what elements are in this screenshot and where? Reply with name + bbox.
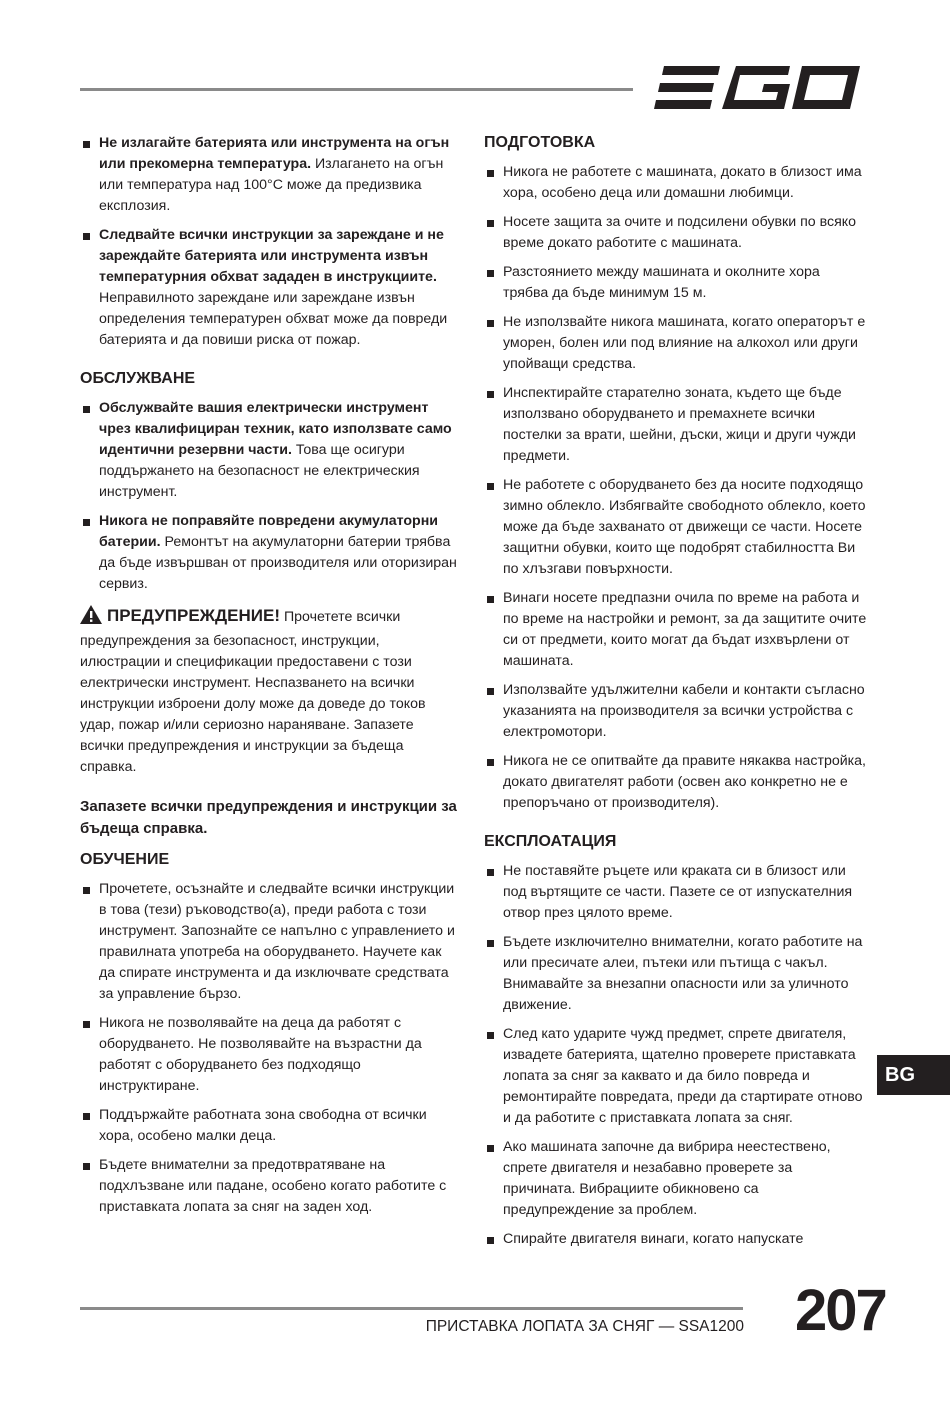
item-text: Неправилното зареждане или зареждане извън определения температурен обхват може да повреди батерията и да повиши риска от пожар.: [99, 290, 448, 348]
item-text: Излагането на огън или температура над 100°C може да предизвика експлозия.: [99, 156, 444, 214]
list-item: Спирайте двигателя винаги, когато напускате: [484, 1229, 868, 1250]
section-title-service: ОБСЛУЖВАНЕ: [80, 370, 196, 387]
list-item: [80, 225, 460, 351]
list-item: Разстоянието между машината и околните хора трябва да бъде минимум 15 м.: [484, 262, 868, 304]
list-item: Бъдете изключително внимателни, когато работите на или пресичате алеи, пътеки или пътища с чакъл. Внимавайте за внезапни опасности или за уличното движение.: [484, 932, 868, 1016]
item-bold: Следвайте всички инструкции за зареждане и не зареждайте батерията или инструмента извън температурния обхват зададен в инструкциите.: [99, 227, 444, 285]
list-item: Никога не се опитвайте да правите някаква настройка, докато двигателят работи (освен ако конкретно не е препоръчано от производителя).: [484, 751, 868, 814]
section-title-training: ОБУЧЕНИЕ: [80, 851, 170, 868]
list-item: Прочетете, осъзнайте и следвайте всички инструкции в това (тези) ръководство(а), преди работа с този инструмент. Запознайте се напълно с управлението и правилната употреба на оборудването. Научете как да спирате инструмента и да изключвате средствата за управление бързо.: [80, 879, 460, 1005]
item-bold: Не излагайте батерията или инструмента на огън или прекомерна температура.: [99, 135, 450, 172]
list-item: Инспектирайте старателно зоната, където ще бъде използвано оборудването и премахнете всички постелки за врати, шейни, дъски, жици и други чужди предмети.: [484, 383, 868, 467]
list-item: Не поставяйте ръцете или краката си в близост или под въртящите се части. Пазете се от изпускателния отвор през цялото време.: [484, 861, 868, 924]
warning-text: Прочетете всички предупреждения за безопасност, инструкции, илюстрации и спецификации предоставени с този електрически инструмент. Неспазването на всички инструкции изброени долу може да доведе до токов удар, пожар и/или сериозно нараняване. Запазете всички предупреждения и инструкции за бъдеща справка.: [80, 609, 426, 775]
page-number: 207: [795, 1278, 886, 1343]
list-item: Никога не позволявайте на деца да работят с оборудването. Не позволявайте на възрастни да работят с оборудването без подходящо инструктиране.: [80, 1013, 460, 1097]
right-column: [484, 133, 868, 1258]
operation-list: [484, 861, 868, 1250]
list-item: [80, 133, 460, 217]
list-item: Не използвайте никога машината, когато операторът е уморен, болен или под влияние на алкохол или други упойващи средства.: [484, 312, 868, 375]
ego-logo: [652, 64, 862, 112]
item-text: Това ще осигури поддържането на безопасност не електрическия инструмент.: [99, 442, 420, 500]
list-item: Винаги носете предпазни очила по време на работа и по време на настройки и ремонт, за да защитите очите си от предмети, които могат да бъдат изхвърлени от машината.: [484, 588, 868, 672]
list-item: Носете защита за очите и подсилени обувки по всяко време докато работите с машината.: [484, 212, 868, 254]
section-title-operation: ЕКСПЛОАТАЦИЯ: [484, 833, 617, 850]
intro-list: [80, 133, 460, 351]
list-item: Ако машината започне да вибрира неестествено, спрете двигателя и незабавно проверете за причината. Вибрациите обикновено са предупреждение за проблем.: [484, 1137, 868, 1221]
list-item: След като ударите чужд предмет, спрете двигателя, извадете батерията, щателно проверете приставката лопата за сняг за каквато и да било повреда и ремонтирайте повредата, преди да стартирате отново и да работите с приставката лопата за сняг.: [484, 1024, 868, 1129]
list-item: [80, 398, 460, 503]
list-item: Поддържайте работната зона свободна от всички хора, особено малки деца.: [80, 1105, 460, 1147]
warning-block: [80, 605, 460, 778]
list-item: Използвайте удължителни кабели и контакти съгласно указанията на производителя за всички устройства с електромотори.: [484, 680, 868, 743]
warning-triangle-icon: [80, 605, 102, 631]
header-rule: [80, 88, 633, 91]
preparation-list: [484, 162, 868, 814]
service-list: [80, 398, 460, 595]
section-title-preparation: ПОДГОТОВКА: [484, 134, 596, 151]
item-bold: Никога не поправяйте повредени акумулаторни батерии.: [99, 513, 439, 550]
warning-heading: ПРЕДУПРЕЖДЕНИЕ!: [107, 606, 280, 625]
item-text: Ремонтът на акумулаторни батерии трябва да бъде извършван от производителя или оторизиран сервиз.: [99, 534, 457, 592]
footer-rule: [80, 1307, 743, 1310]
training-list: [80, 879, 460, 1218]
list-item: Не работете с оборудването без да носите подходящо зимно облекло. Избягвайте свободното облекло, което може да бъде захванато от движещи се части. Носете защитни обувки, които ще подобрят стабилността Ви по хлъзгави повърхности.: [484, 475, 868, 580]
list-item: Бъдете внимателни за предотвратяване на подхлъзване или падане, особено когато работите с приставката лопата за сняг на заден ход.: [80, 1155, 460, 1218]
list-item: Никога не работете с машината, докато в близост има хора, особено деца или домашни любимци.: [484, 162, 868, 204]
left-column: [80, 133, 460, 1226]
save-note: Запазете всички предупреждения и инструкции за бъдеща справка.: [80, 798, 457, 837]
footer-title: ПРИСТАВКА ЛОПАТА ЗА СНЯГ — SSA1200: [425, 1318, 744, 1335]
item-bold: Обслужвайте вашия електрически инструмент чрез квалифициран техник, като използвате само идентични резервни части.: [99, 400, 452, 458]
list-item: [80, 511, 460, 595]
language-tab: BG: [877, 1055, 950, 1095]
